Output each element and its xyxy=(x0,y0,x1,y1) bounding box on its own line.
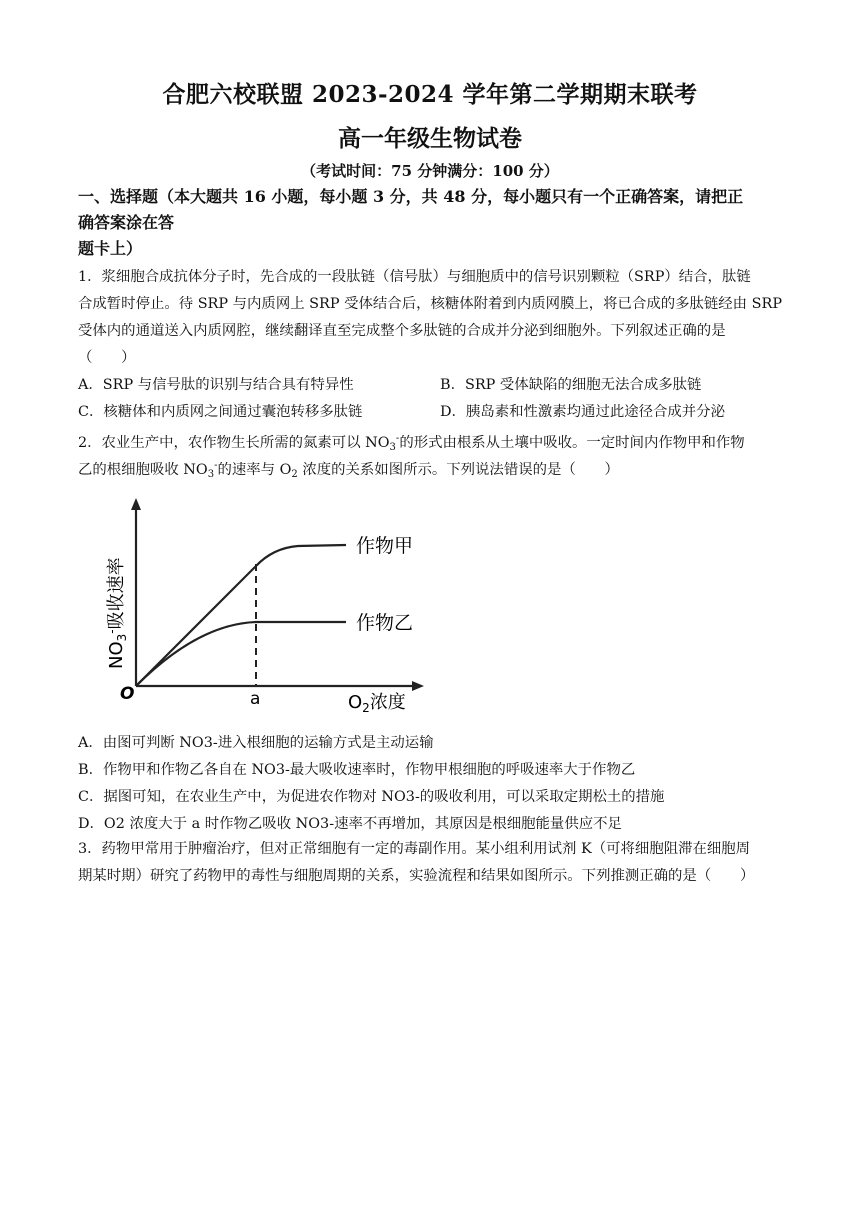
q2-option-b: B．作物甲和作物乙各自在 NO3-最大吸收速率时，作物甲根细胞的呼吸速率大于作物乙 xyxy=(78,762,636,778)
q3-line1: 3．药物甲常用于肿瘤治疗，但对正常细胞有一定的毒副作用。某小组利用试剂 K（可将细胞阻滞在细胞周 xyxy=(78,841,751,857)
q2-option-c: C．据图可知，在农业生产中，为促进农作物对 NO3-的吸收利用，可以采取定期松土的措施 xyxy=(78,789,665,805)
q1-option-c: C．核糖体和内质网之间通过囊泡转移多肽链 xyxy=(78,404,363,420)
y-axis-arrow xyxy=(131,498,141,510)
section-heading-line2: 确答案涂在答 xyxy=(78,213,175,232)
q1-line2: 合成暂时停止。待 SRP 与内质网上 SRP 受体结合后，核糖体附着到内质网膜上，将已合成的多肽链经由 SRP xyxy=(78,296,783,312)
q3-line2: 期某时期）研究了药物甲的毒性与细胞周期的关系，实验流程和结果如图所示。下列推测正确的是（ ） xyxy=(78,868,755,884)
q1-option-a: A．SRP 与信号肽的识别与结合具有特异性 xyxy=(78,377,354,393)
x-axis-label: $O_2$浓度 xyxy=(348,692,406,715)
section-heading-line1: 一、选择题（本大题共 16 小题，每小题 3 分，共 48 分，每小题只有一个正确答案，请把正 xyxy=(78,187,744,206)
origin-label: O xyxy=(120,684,135,704)
q1-line4: （ ） xyxy=(78,350,136,366)
exam-title: 合肥六校联盟 2023-2024 学年第二学期期末联考 xyxy=(162,81,698,108)
no3-uptake-chart xyxy=(98,494,438,724)
x-axis-arrow xyxy=(412,681,424,691)
y-axis-label: $NO_3^-$吸收速率 xyxy=(105,557,129,669)
x-tick-a: a xyxy=(250,689,261,709)
legend-jia: 作物甲 xyxy=(356,535,414,557)
q1-option-b: B．SRP 受体缺陷的细胞无法合成多肽链 xyxy=(440,377,702,393)
q1-line1: 1．浆细胞合成抗体分子时，先合成的一段肽链（信号肽）与细胞质中的信号识别颗粒（SRP）结合，肽链 xyxy=(78,269,751,285)
q1-line3: 受体内的通道送入内质网腔，继续翻译直至完成整个多肽链的合成并分泌到细胞外。下列叙述正确的是 xyxy=(78,323,726,339)
series-line-jia xyxy=(136,545,346,686)
legend-yi: 作物乙 xyxy=(356,612,414,634)
section-heading-line3: 题卡上） xyxy=(78,239,143,258)
q2-line1: 2．农业生产中，农作物生长所需的氮素可以 $NO_3^-$的形式由根系从土壤中吸收。一定时间内作物甲和作物 xyxy=(78,433,745,453)
exam-subtitle: 高一年级生物试卷 xyxy=(338,125,522,152)
q1-option-d: D．胰岛素和性激素均通过此途径合成并分泌 xyxy=(440,404,725,420)
q2-option-d: D．O2 浓度大于 a 时作物乙吸收 NO3-速率不再增加，其原因是根细胞能量供应不足 xyxy=(78,816,622,832)
q2-line2: 乙的根细胞吸收 $NO_3^-$的速率与 $O_2$ 浓度的关系如图所示。下列说法错误的是（ ） xyxy=(78,460,619,480)
q2-option-a: A．由图可判断 NO3-进入根细胞的运输方式是主动运输 xyxy=(78,735,434,751)
exam-info: （考试时间：75 分钟满分：100 分） xyxy=(301,162,559,180)
